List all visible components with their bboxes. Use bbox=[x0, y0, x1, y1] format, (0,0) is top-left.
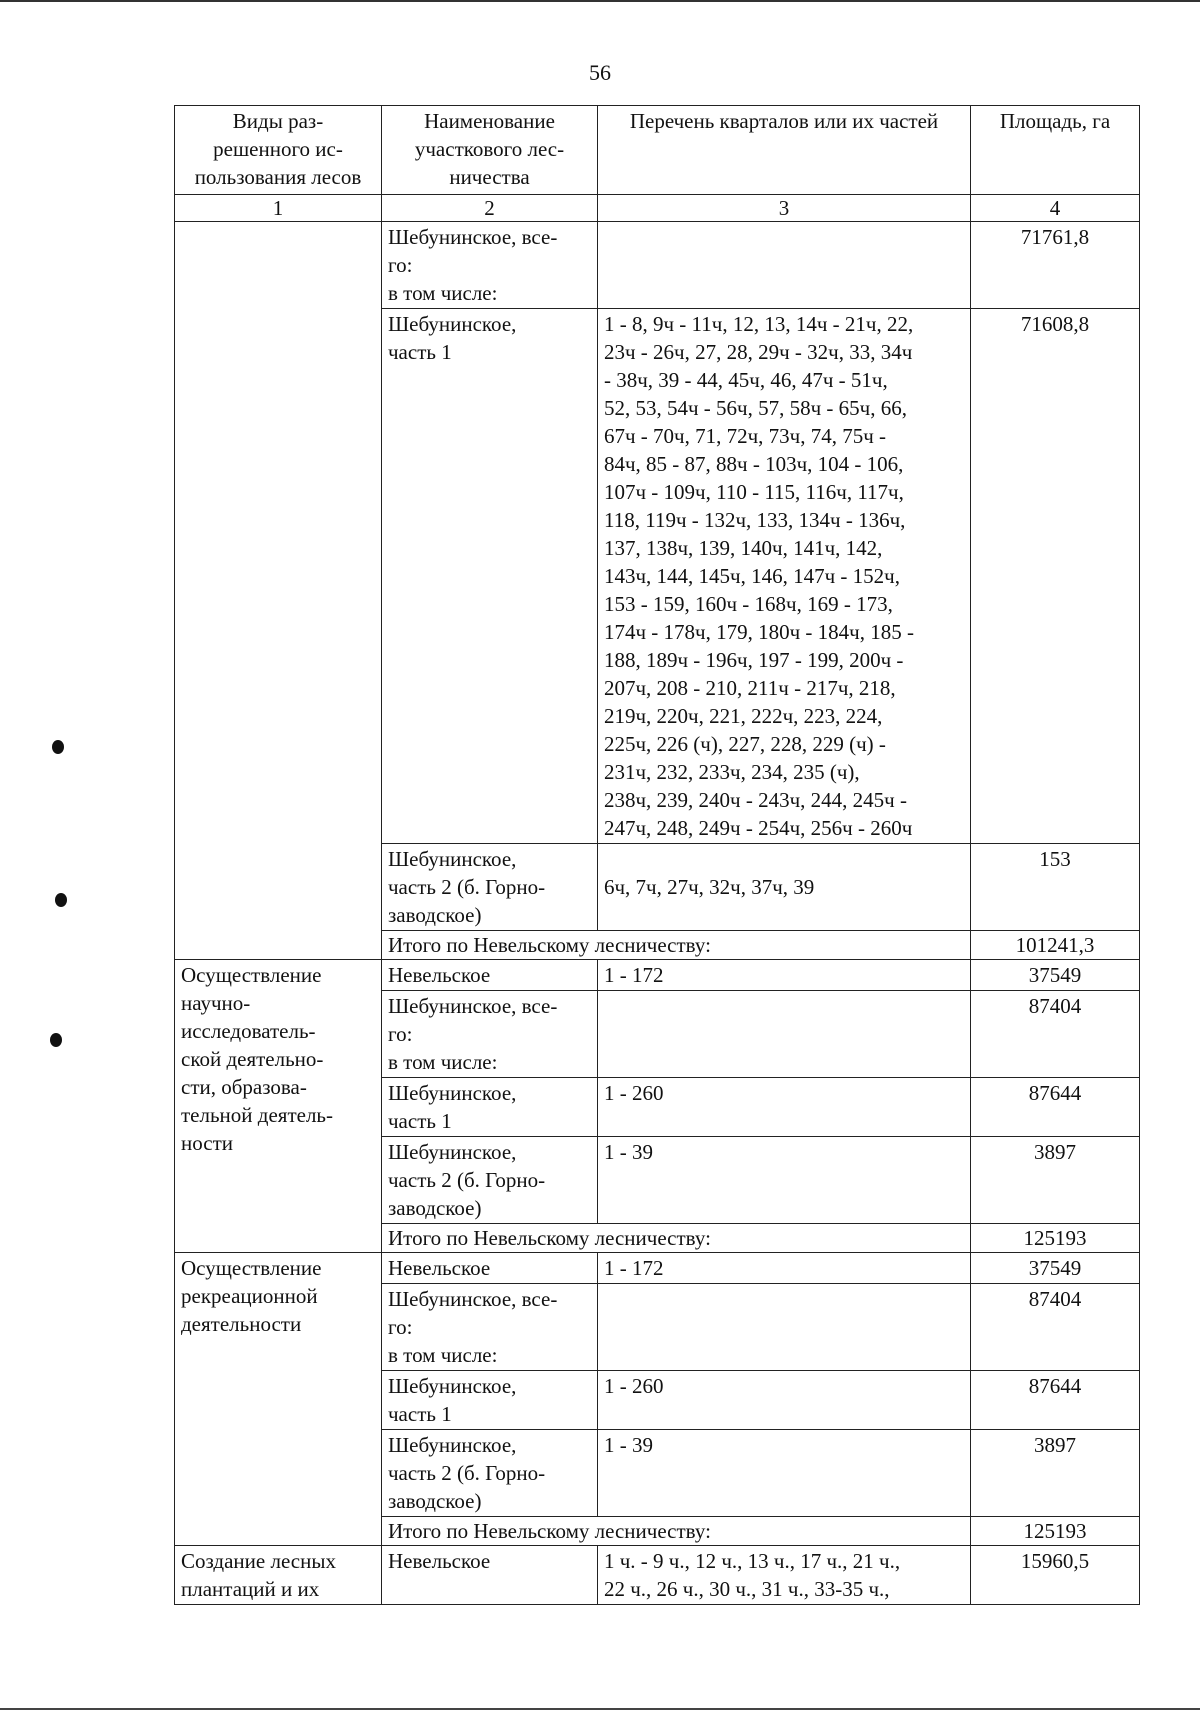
name-line: Шебунинское, bbox=[388, 1081, 517, 1105]
name-line: в том числе: bbox=[388, 1343, 498, 1367]
punch-hole-mark bbox=[55, 893, 67, 907]
quarters-line: 238ч, 239, 240ч - 243ч, 244, 245ч - bbox=[604, 788, 907, 812]
table-row bbox=[175, 1546, 1140, 1605]
quarters-cell: 1 - 39 bbox=[598, 1137, 971, 1224]
use-type-line: ской деятельно- bbox=[181, 1047, 324, 1071]
quarters-cell bbox=[598, 1546, 971, 1605]
name-line: часть 2 (б. Горно- bbox=[388, 875, 546, 899]
forestry-name-cell bbox=[382, 844, 598, 931]
use-type-cell bbox=[175, 1253, 382, 1546]
quarters-cell bbox=[598, 991, 971, 1078]
quarters-line: 118, 119ч - 132ч, 133, 134ч - 136ч, bbox=[604, 508, 906, 532]
area-cell: 3897 bbox=[971, 1430, 1140, 1517]
header-line: пользования лесов bbox=[194, 165, 362, 189]
name-line: Шебунинское, bbox=[388, 312, 517, 336]
quarters-line: 84ч, 85 - 87, 88ч - 103ч, 104 - 106, bbox=[604, 452, 904, 476]
quarters-cell bbox=[598, 1284, 971, 1371]
total-area: 101241,3 bbox=[971, 931, 1140, 960]
header-line: Виды раз- bbox=[232, 109, 324, 133]
use-type-line: ности bbox=[181, 1131, 233, 1155]
header-use-type bbox=[175, 106, 382, 195]
area-cell: 15960,5 bbox=[971, 1546, 1140, 1605]
name-line: Шебунинское, все- bbox=[388, 994, 558, 1018]
quarters-line: 67ч - 70ч, 71, 72ч, 73ч, 74, 75ч - bbox=[604, 424, 887, 448]
area-cell: 87644 bbox=[971, 1371, 1140, 1430]
name-line: заводское) bbox=[388, 903, 482, 927]
name-line: Шебунинское, bbox=[388, 1433, 517, 1457]
forestry-name-cell bbox=[382, 1430, 598, 1517]
table-row bbox=[175, 222, 1140, 309]
use-type-line: рекреационной bbox=[181, 1284, 318, 1308]
name-line: го: bbox=[388, 1022, 413, 1046]
header-line: ничества bbox=[449, 165, 530, 189]
forestry-name-cell: Невельское bbox=[382, 1253, 598, 1284]
name-line: часть 1 bbox=[388, 340, 452, 364]
forestry-name-cell: Невельское bbox=[382, 960, 598, 991]
area-cell: 3897 bbox=[971, 1137, 1140, 1224]
forestry-name-cell bbox=[382, 1371, 598, 1430]
area-cell: 87404 bbox=[971, 991, 1140, 1078]
table-row bbox=[175, 960, 1140, 991]
quarters-cell bbox=[598, 222, 971, 309]
column-number-row bbox=[175, 195, 1140, 222]
total-label: Итого по Невельскому лесничеству: bbox=[382, 1517, 971, 1546]
quarters-line: 1 ч. - 9 ч., 12 ч., 13 ч., 17 ч., 21 ч., bbox=[604, 1549, 901, 1573]
quarters-line: 207ч, 208 - 210, 211ч - 217ч, 218, bbox=[604, 676, 896, 700]
name-line: заводское) bbox=[388, 1489, 482, 1513]
use-type-line: научно- bbox=[181, 991, 251, 1015]
header-forestry-name bbox=[382, 106, 598, 195]
name-line: Шебунинское, bbox=[388, 1140, 517, 1164]
use-type-line: сти, образова- bbox=[181, 1075, 307, 1099]
quarters-line: 137, 138ч, 139, 140ч, 141ч, 142, bbox=[604, 536, 883, 560]
quarters-line: - 38ч, 39 - 44, 45ч, 46, 47ч - 51ч, bbox=[604, 368, 888, 392]
quarters-cell: 1 - 172 bbox=[598, 960, 971, 991]
header-line: решенного ис- bbox=[213, 137, 343, 161]
total-label: Итого по Невельскому лесничеству: bbox=[382, 1224, 971, 1253]
quarters-line: 52, 53, 54ч - 56ч, 57, 58ч - 65ч, 66, bbox=[604, 396, 907, 420]
quarters-line: 225ч, 226 (ч), 227, 228, 229 (ч) - bbox=[604, 732, 886, 756]
name-line: часть 1 bbox=[388, 1402, 452, 1426]
quarters-text: 6ч, 7ч, 27ч, 32ч, 37ч, 39 bbox=[604, 875, 815, 899]
use-type-cell bbox=[175, 960, 382, 1253]
header-quarters: Перечень кварталов или их частей bbox=[598, 106, 971, 195]
forestry-name-cell bbox=[382, 1137, 598, 1224]
name-line: в том числе: bbox=[388, 1050, 498, 1074]
total-area: 125193 bbox=[971, 1517, 1140, 1546]
page-number: 56 bbox=[589, 60, 611, 85]
quarters-cell: 1 - 172 bbox=[598, 1253, 971, 1284]
use-type-cell bbox=[175, 1546, 382, 1605]
area-cell: 37549 bbox=[971, 1253, 1140, 1284]
quarters-line: 219ч, 220ч, 221, 222ч, 223, 224, bbox=[604, 704, 883, 728]
use-type-line: плантаций и их bbox=[181, 1577, 320, 1601]
area-cell: 87404 bbox=[971, 1284, 1140, 1371]
header-area: Площадь, га bbox=[971, 106, 1140, 195]
forest-use-table bbox=[174, 105, 1140, 1605]
use-type-line: деятельности bbox=[181, 1312, 302, 1336]
total-area: 125193 bbox=[971, 1224, 1140, 1253]
column-number: 1 bbox=[175, 195, 382, 222]
quarters-cell: 1 - 260 bbox=[598, 1371, 971, 1430]
quarters-cell bbox=[598, 309, 971, 844]
quarters-line: 1 - 8, 9ч - 11ч, 12, 13, 14ч - 21ч, 22, bbox=[604, 312, 914, 336]
column-number: 3 bbox=[598, 195, 971, 222]
name-line: часть 2 (б. Горно- bbox=[388, 1461, 546, 1485]
quarters-line: 107ч - 109ч, 110 - 115, 116ч, 117ч, bbox=[604, 480, 904, 504]
use-type-cell bbox=[175, 222, 382, 960]
forestry-name-cell bbox=[382, 222, 598, 309]
forestry-name-cell bbox=[382, 1078, 598, 1137]
forestry-name-cell bbox=[382, 309, 598, 844]
area-cell: 87644 bbox=[971, 1078, 1140, 1137]
use-type-line: Создание лесных bbox=[181, 1549, 336, 1573]
name-line: часть 2 (б. Горно- bbox=[388, 1168, 546, 1192]
quarters-cell bbox=[598, 844, 971, 931]
quarters-line: 143ч, 144, 145ч, 146, 147ч - 152ч, bbox=[604, 564, 900, 588]
area-cell: 71761,8 bbox=[971, 222, 1140, 309]
header-line: Наименование bbox=[424, 109, 555, 133]
scan-bottom-edge bbox=[0, 1708, 1200, 1710]
quarters-line: 231ч, 232, 233ч, 234, 235 (ч), bbox=[604, 760, 860, 784]
area-cell: 153 bbox=[971, 844, 1140, 931]
area-cell: 71608,8 bbox=[971, 309, 1140, 844]
quarters-line: 23ч - 26ч, 27, 28, 29ч - 32ч, 33, 34ч bbox=[604, 340, 913, 364]
table-row bbox=[175, 1253, 1140, 1284]
quarters-line: 22 ч., 26 ч., 30 ч., 31 ч., 33-35 ч., bbox=[604, 1577, 890, 1601]
quarters-cell: 1 - 39 bbox=[598, 1430, 971, 1517]
name-line: Шебунинское, все- bbox=[388, 1287, 558, 1311]
quarters-cell: 1 - 260 bbox=[598, 1078, 971, 1137]
header-row bbox=[175, 106, 1140, 195]
scan-top-edge bbox=[0, 0, 1200, 2]
punch-hole-mark bbox=[50, 1033, 62, 1047]
quarters-line: 188, 189ч - 196ч, 197 - 199, 200ч - bbox=[604, 648, 904, 672]
use-type-line: Осуществление bbox=[181, 963, 322, 987]
forestry-name-cell: Невельское bbox=[382, 1546, 598, 1605]
column-number: 2 bbox=[382, 195, 598, 222]
use-type-line: тельной деятель- bbox=[181, 1103, 333, 1127]
name-line: Шебунинское, bbox=[388, 1374, 517, 1398]
quarters-line: 247ч, 248, 249ч - 254ч, 256ч - 260ч bbox=[604, 816, 913, 840]
name-line: в том числе: bbox=[388, 281, 498, 305]
area-cell: 37549 bbox=[971, 960, 1140, 991]
forestry-name-cell bbox=[382, 991, 598, 1078]
quarters-line: 153 - 159, 160ч - 168ч, 169 - 173, bbox=[604, 592, 893, 616]
use-type-line: Осуществление bbox=[181, 1256, 322, 1280]
quarters-line: 174ч - 178ч, 179, 180ч - 184ч, 185 - bbox=[604, 620, 914, 644]
name-line: Шебунинское, все- bbox=[388, 225, 558, 249]
use-type-line: исследователь- bbox=[181, 1019, 316, 1043]
name-line: часть 1 bbox=[388, 1109, 452, 1133]
name-line: го: bbox=[388, 253, 413, 277]
name-line: заводское) bbox=[388, 1196, 482, 1220]
name-line: го: bbox=[388, 1315, 413, 1339]
column-number: 4 bbox=[971, 195, 1140, 222]
forestry-name-cell bbox=[382, 1284, 598, 1371]
name-line: Шебунинское, bbox=[388, 847, 517, 871]
header-line: участкового лес- bbox=[414, 137, 565, 161]
punch-hole-mark bbox=[52, 740, 64, 754]
total-label: Итого по Невельскому лесничеству: bbox=[382, 931, 971, 960]
